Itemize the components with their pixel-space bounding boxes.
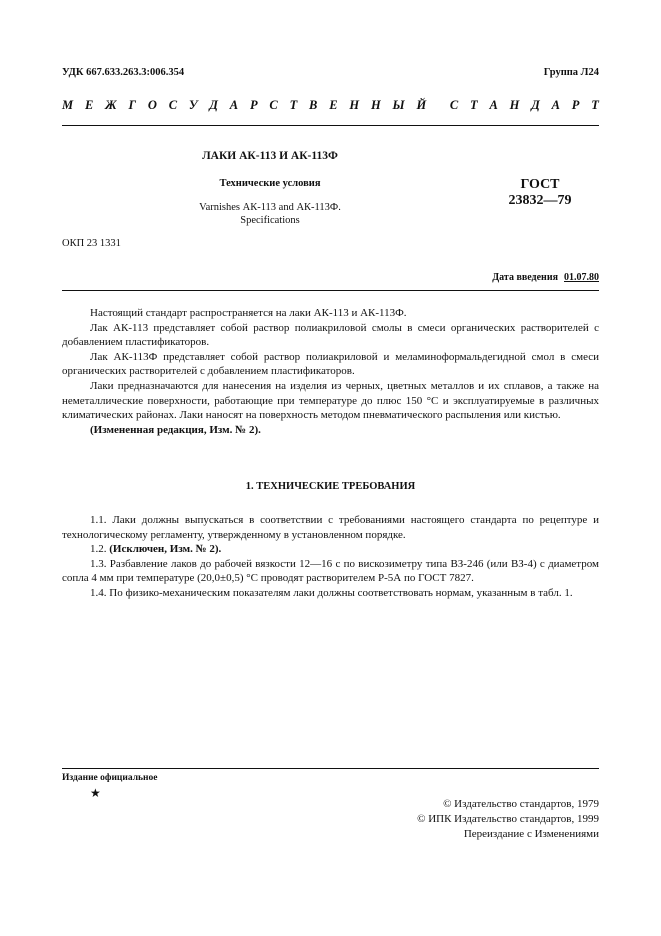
clause-1-2-text: (Исключен, Изм. № 2).: [109, 543, 222, 556]
banner-letter: Н: [509, 98, 520, 112]
official-edition-label: Издание официальное: [62, 773, 158, 783]
banner-letter: Н: [370, 98, 381, 112]
clause-1-3: 1.3. Разбавление лаков до рабочей вязкости 12—16 с по вискозиметру типа ВЗ-246 (или ВЗ-4) с диаметром сопла 4 мм при температуре (20,0±0,5) °С проводят растворителем Р-5А по ГОСТ 7827.: [62, 557, 599, 585]
copyright-1999: © ИПК Издательство стандартов, 1999: [417, 813, 599, 825]
intro-amendment-note: (Измененная редакция, Изм. № 2).: [90, 423, 261, 436]
udk-code: УДК 667.633.263.3:006.354: [62, 67, 185, 78]
group-code: Группа Л24: [543, 67, 599, 78]
english-title: Varnishes АК-113 and АК-113Ф.: [199, 202, 341, 213]
banner-letter: Р: [249, 98, 258, 112]
banner-letter: Т: [289, 98, 298, 112]
clause-1-4: 1.4. По физико-механическим показателям лаки должны соответствовать нормам, указанным в табл. 1.: [90, 586, 573, 599]
intro-paragraph: Лаки предназначаются для нанесения на изделия из черных, цветных металлов и их сплавов, а также на неметаллические поверхности, работающие при температуре до плюс 150 °С и эксплуатируемые в различных климатических районах. Лаки наносят на поверхность методом пневматического распыления или кистью.: [62, 379, 599, 422]
banner-letter: А: [229, 98, 239, 112]
banner-letter: С: [449, 98, 459, 112]
date-rule: [62, 290, 599, 291]
banner-letter: Г: [128, 98, 136, 112]
gost-number: 23832—79: [508, 193, 572, 208]
banner-rule: [62, 125, 599, 126]
document-subtitle: Технические условия: [219, 178, 321, 189]
okp-code: ОКП 23 1331: [62, 238, 121, 249]
footer-rule: [62, 768, 599, 769]
banner-letter: Р: [571, 98, 580, 112]
section-1-body: [62, 513, 599, 601]
banner-letter: Д: [209, 98, 218, 112]
introduction-date: [492, 272, 599, 283]
interstate-standard-banner: [62, 98, 599, 113]
banner-letter: Т: [591, 98, 599, 112]
gost-label: ГОСТ: [520, 177, 560, 192]
star-icon: ★: [90, 786, 101, 800]
clause-1-2-number: 1.2.: [90, 543, 107, 556]
banner-letter: В: [309, 98, 318, 112]
english-subtitle: Specifications: [240, 215, 300, 226]
section-heading: 1. ТЕХНИЧЕСКИЕ ТРЕБОВАНИЯ: [245, 481, 416, 492]
banner-letter: Е: [329, 98, 338, 112]
reissue-note: Переиздание с Изменениями: [463, 828, 599, 840]
banner-letter: Д: [531, 98, 540, 112]
banner-letter: А: [551, 98, 560, 112]
banner-letter: У: [188, 98, 198, 112]
banner-letter: Е: [84, 98, 94, 112]
intro-paragraph: Настоящий стандарт распространяется на лаки АК-113 и АК-113Ф.: [90, 307, 407, 319]
banner-letter: А: [489, 98, 498, 112]
banner-letter: Т: [470, 98, 478, 112]
intro-paragraph: Лак АК-113Ф представляет собой раствор полиакриловой и меламиноформальдегидной смол в смеси органических растворителей с добавлением пластификаторов.: [62, 350, 599, 378]
clause-1-2: [62, 542, 599, 557]
banner-letter: Ж: [105, 98, 117, 112]
banner-letter: М: [62, 98, 74, 112]
banner-letter: Й: [416, 98, 427, 112]
intro-section: [62, 306, 599, 437]
document-title: ЛАКИ АК-113 И АК-113Ф: [202, 150, 338, 162]
banner-letter: Ы: [392, 98, 405, 112]
banner-letter: С: [269, 98, 278, 112]
banner-letter: Н: [349, 98, 360, 112]
clause-1-1: 1.1. Лаки должны выпускаться в соответствии с требованиями настоящего стандарта по рецептуре и технологическому регламенту, утвержденному в установленном порядке.: [62, 514, 599, 541]
banner-letter: С: [168, 98, 178, 112]
copyright-1979: © Издательство стандартов, 1979: [443, 798, 599, 810]
banner-letter: О: [147, 98, 157, 112]
intro-paragraph: Лак АК-113 представляет собой раствор полиакриловой смолы в смеси органических растворителей с добавлением пластификаторов.: [62, 321, 599, 349]
introduction-date-value: 01.07.80: [564, 272, 599, 283]
introduction-date-label: Дата введения: [492, 272, 558, 283]
